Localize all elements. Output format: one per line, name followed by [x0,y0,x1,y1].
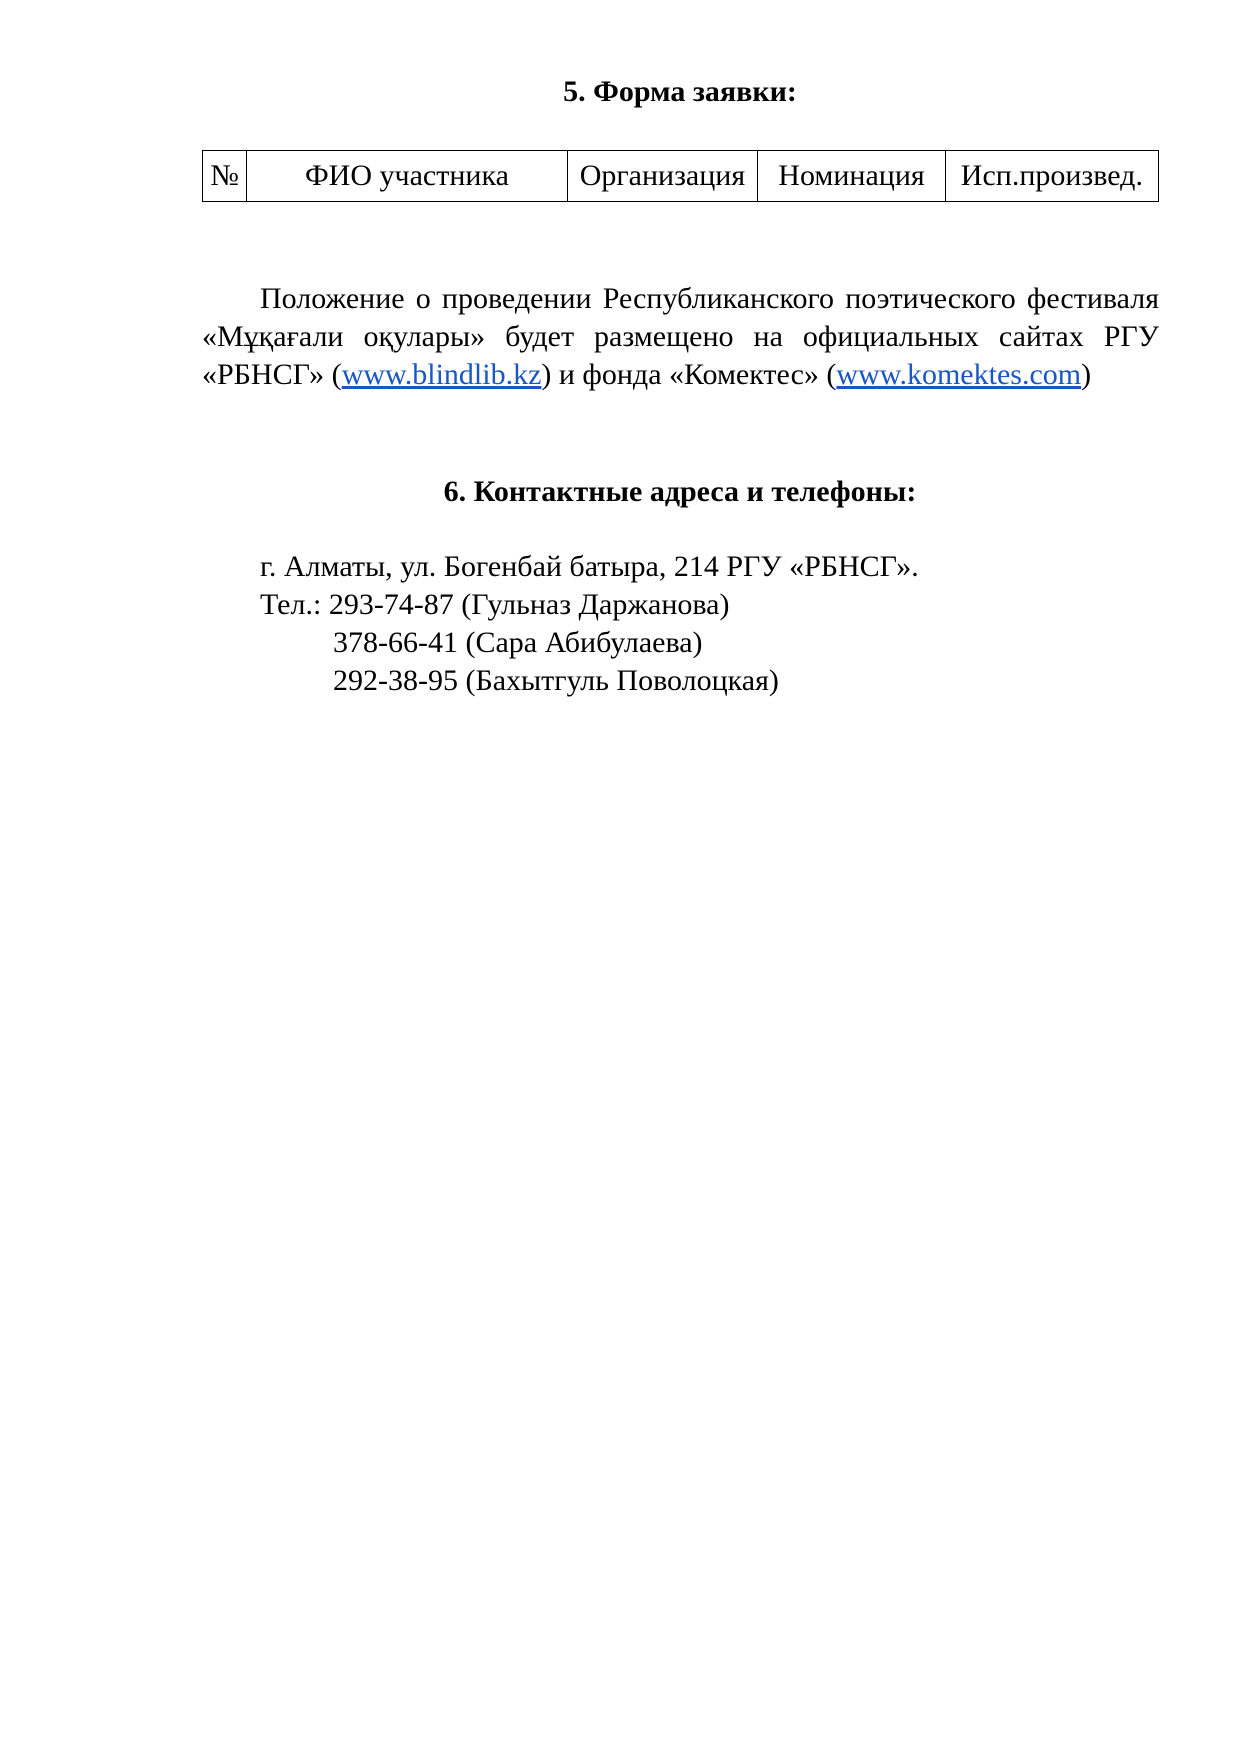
contact-block [260,548,919,700]
table-header-row [203,151,1159,202]
header-participant-name: ФИО участника [247,151,567,202]
header-performed-work: Исп.произвед. [945,151,1158,202]
header-number: № [203,151,247,202]
phone-1: 293-74-87 (Гульназ Даржанова) [328,588,730,621]
address-line: г. Алматы, ул. Богенбай батыра, 214 РГУ «РБНСГ». [260,550,919,583]
section-5-title: 5. Форма заявки: [563,75,797,108]
phone-line-3: 292-38-95 (Бахытгуль Поволоцкая) [333,664,779,697]
paragraph-text-1: Положение о проведении Республиканского поэтического фестиваля «Мұқағали оқулары» будет размещено на официальных сайтах РГУ «РБНСГ» ( [202,282,1159,391]
phone-label: Тел.: [260,588,322,621]
regulation-paragraph [202,280,1159,394]
phone-line-2: 378-66-41 (Сара Абибулаева) [333,626,703,659]
header-nomination: Номинация [758,151,946,202]
blindlib-link[interactable]: www.blindlib.kz [341,358,542,391]
komektes-link[interactable]: www.komektes.com [836,358,1082,391]
paragraph-text-3: ) [1081,358,1092,391]
header-organization: Организация [567,151,758,202]
application-form-table [202,150,1159,202]
paragraph-text-2: ) и фонда «Комектес» ( [541,358,837,391]
section-6-title: 6. Контактные адреса и телефоны: [443,475,917,508]
phone-line-1 [260,586,919,624]
